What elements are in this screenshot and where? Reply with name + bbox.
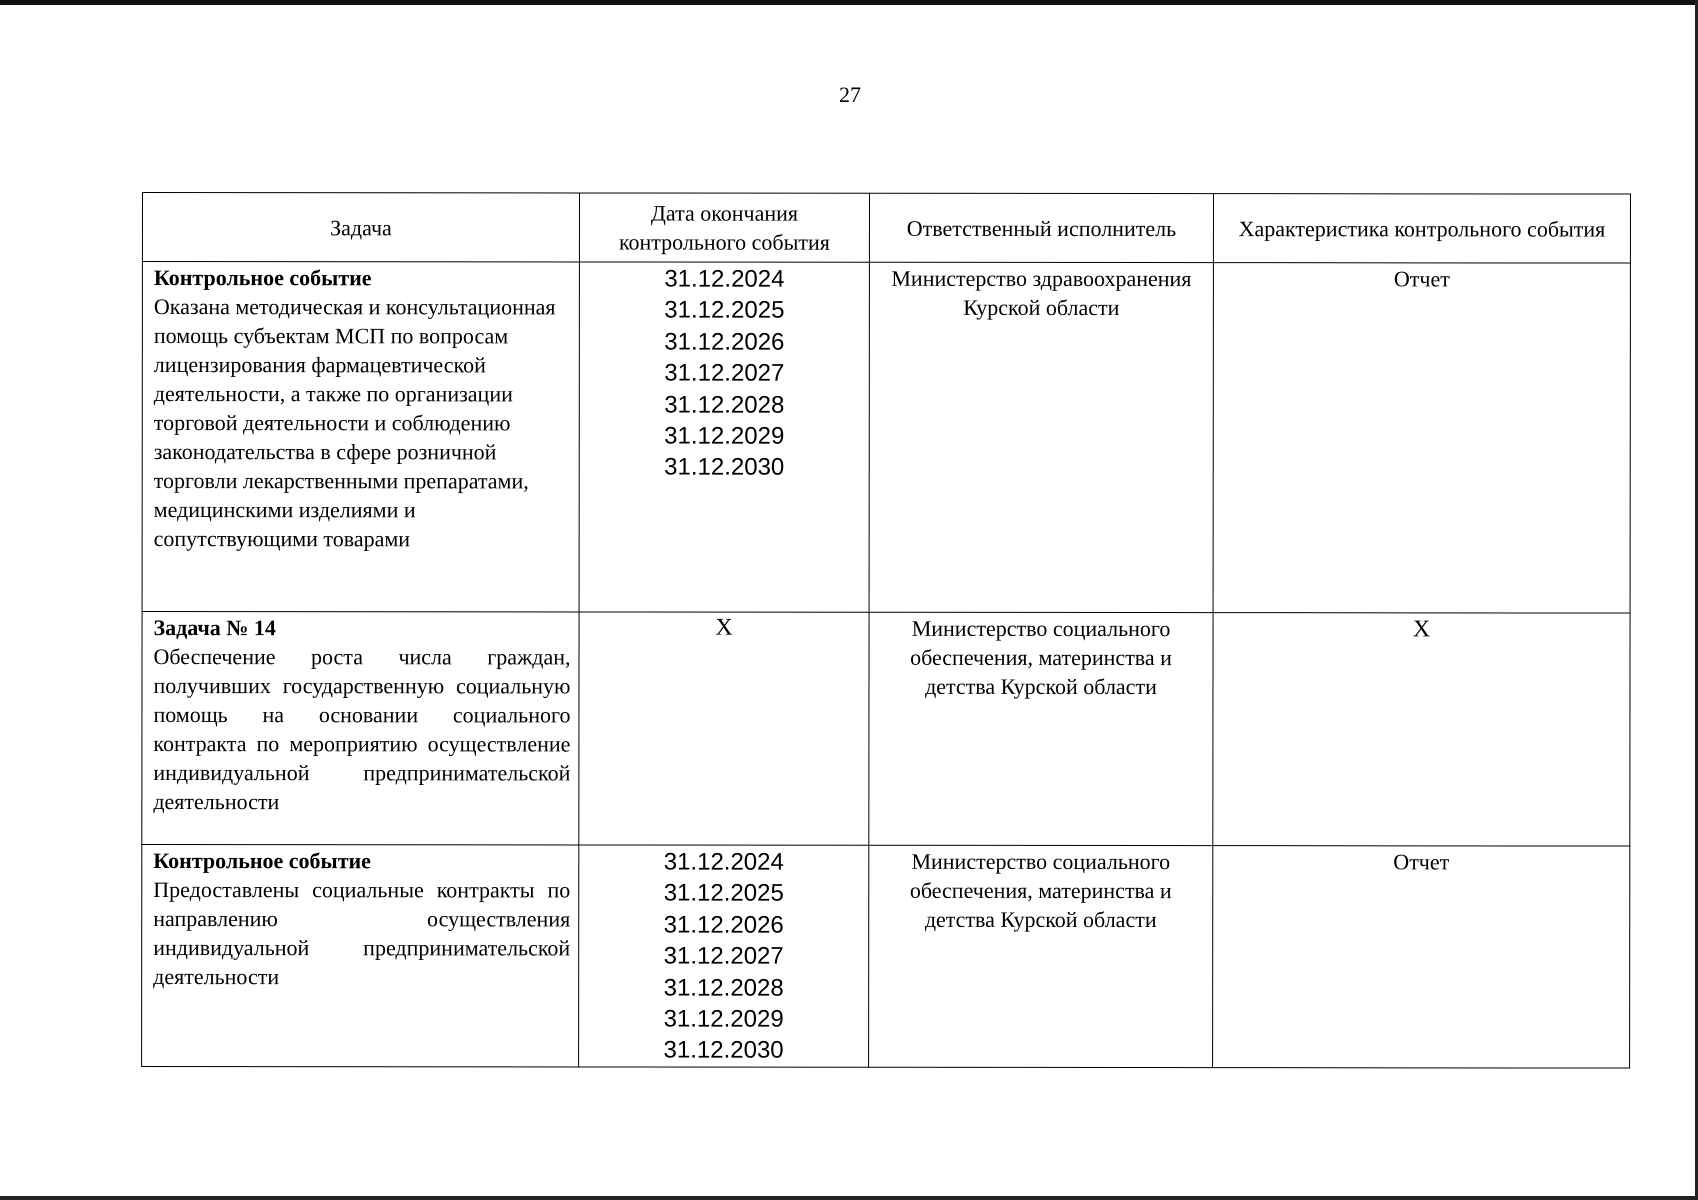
- task-title: Задача № 14: [153, 615, 276, 641]
- table-row: [142, 612, 1630, 847]
- header-end-date: Дата окончания контрольного события: [579, 193, 869, 262]
- executor-cell: Министерство социального обеспечения, материнства и детства Курской области: [869, 612, 1213, 845]
- task-title: Контрольное событие: [153, 848, 371, 874]
- date-item: 31.12.2024: [664, 265, 785, 293]
- header-characteristic: Характеристика контрольного события: [1213, 194, 1630, 263]
- date-item: 31.12.2029: [664, 422, 785, 450]
- header-task: Задача: [142, 193, 579, 262]
- date-item: 31.12.2028: [663, 974, 784, 1002]
- date-cell: [579, 262, 869, 612]
- date-item: 31.12.2025: [663, 879, 784, 908]
- control-events-table: [141, 192, 1631, 1068]
- date-item: 31.12.2027: [663, 942, 784, 970]
- table-row: [142, 262, 1630, 614]
- characteristic-cell: [1213, 613, 1630, 846]
- date-item: 31.12.2024: [663, 848, 784, 876]
- scan-border-top: [0, 0, 1698, 5]
- date-cell: [579, 612, 869, 845]
- characteristic-cell: Отчет: [1213, 263, 1630, 613]
- date-item: 31.12.2030: [664, 453, 785, 482]
- executor-cell: Министерство здравоохранения Курской области: [869, 262, 1213, 612]
- task-title: Контрольное событие: [153, 265, 372, 291]
- not-applicable-mark: X: [715, 614, 733, 641]
- header-executor: Ответственный исполнитель: [869, 193, 1213, 262]
- task-cell: [142, 262, 579, 612]
- task-text: Предоставлены социальные контракты по направлению осуществления индивидуальной предпринимательской деятельности: [153, 877, 571, 990]
- characteristic-cell: Отчет: [1213, 846, 1630, 1068]
- task-text: Оказана методическая и консультационная помощь субъектам МСП по вопросам лицензирования фармацевтической деятельности, а также по организации торговой деятельности и соблюдению законодательства в сфере розничной торговли лекарственными препаратами, медицинскими изделиями и сопутствующими товарами: [153, 294, 556, 552]
- scan-border-bottom: [0, 1196, 1698, 1200]
- date-item: 31.12.2026: [663, 911, 784, 939]
- not-applicable-mark: X: [1412, 616, 1431, 643]
- date-item: 31.12.2030: [663, 1036, 784, 1065]
- page-number: 27: [839, 82, 861, 107]
- executor-cell: Министерство социального обеспечения, материнства и детства Курской области: [869, 845, 1213, 1067]
- date-item: 31.12.2027: [664, 359, 785, 387]
- date-list: [579, 845, 868, 1066]
- table-header-row: [142, 193, 1630, 264]
- date-item: 31.12.2025: [664, 296, 785, 325]
- date-item: 31.12.2029: [663, 1005, 784, 1033]
- task-cell: [142, 612, 579, 845]
- date-cell: [579, 845, 869, 1067]
- table-row: [142, 845, 1630, 1068]
- task-cell: [142, 845, 579, 1067]
- date-list: [580, 262, 869, 483]
- date-item: 31.12.2026: [664, 328, 785, 356]
- date-item: 31.12.2028: [664, 391, 785, 419]
- task-text: Обеспечение роста числа граждан, получивших государственную социальную помощь на основании социального контракта по мероприятию осуществление индивидуальной предпринимательской деятельности: [153, 644, 571, 815]
